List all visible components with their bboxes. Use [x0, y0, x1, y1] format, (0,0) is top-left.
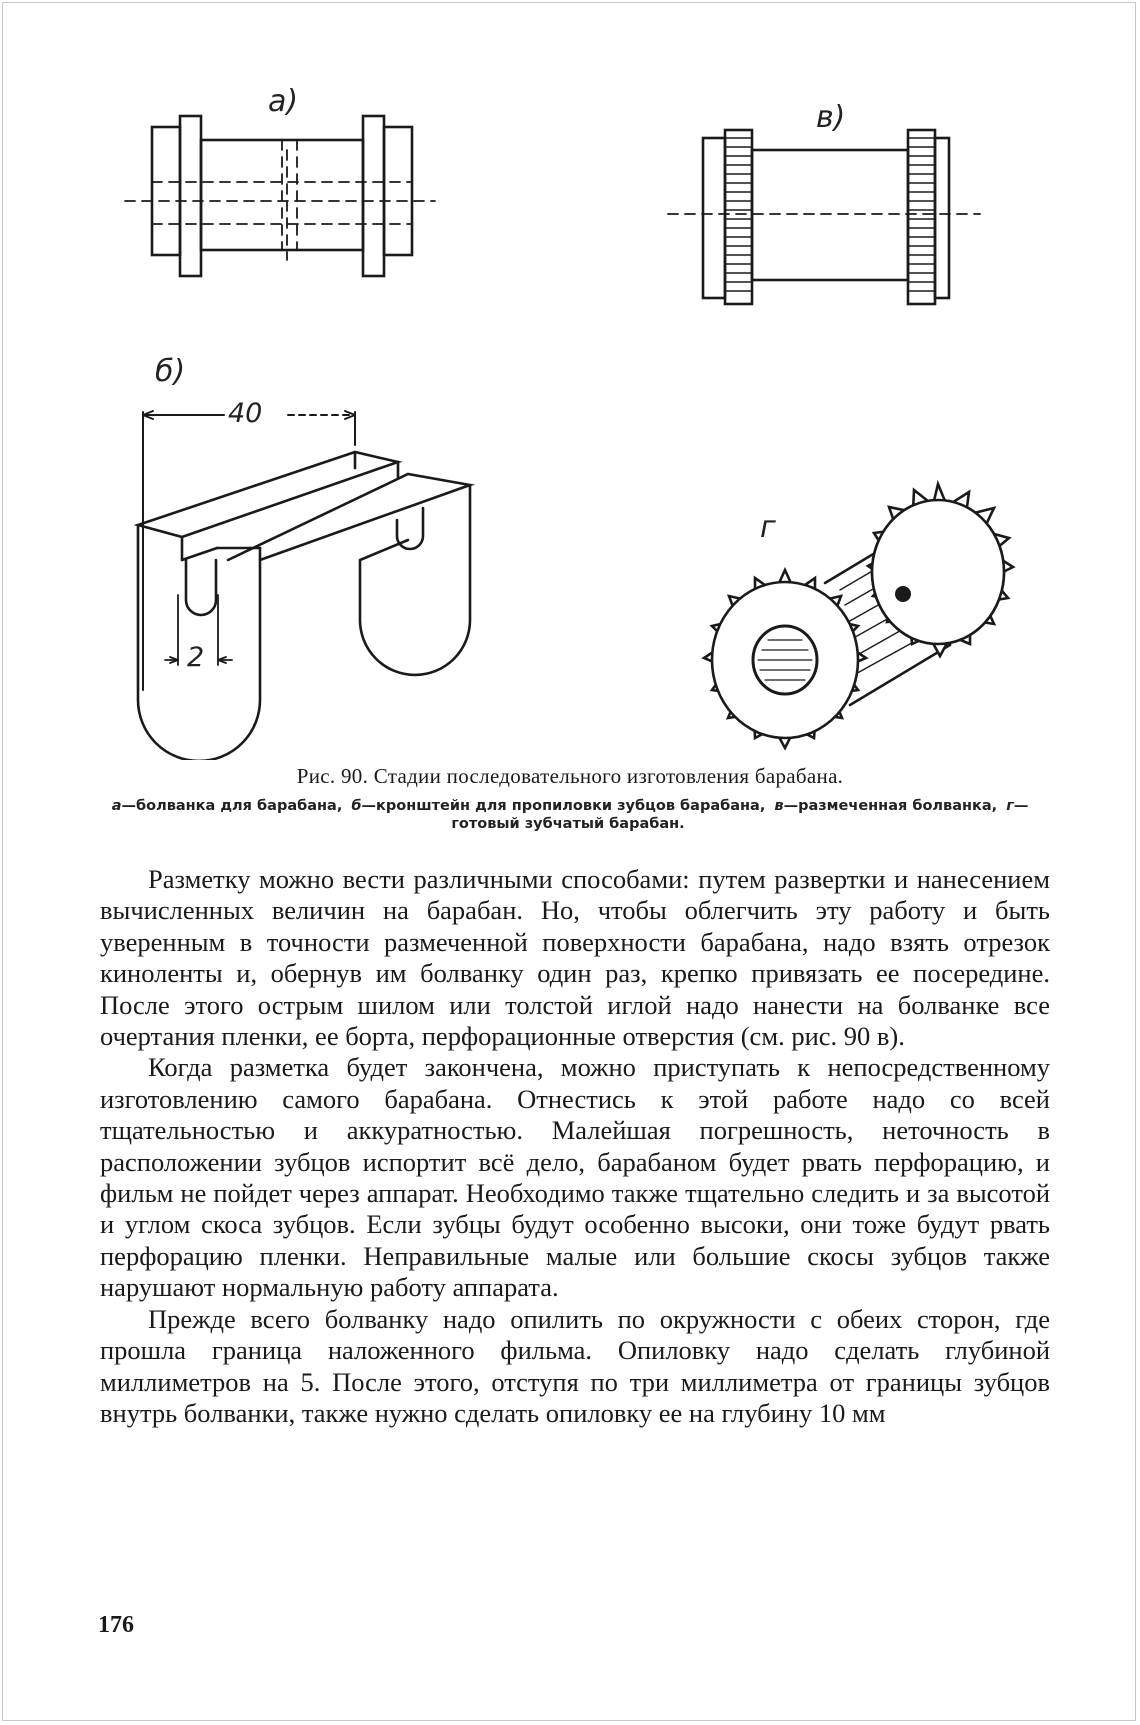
figure-caption-title: Рис. 90. Стадии последовательного изготовления барабана. — [296, 764, 844, 788]
paragraph-3: Прежде всего болванку надо опилить по окружности с обеих сторон, где прошла граница наложенного фильма. Опиловку надо сделать глубиной миллиметров на 5. После этого, отступя по три миллиметра от границы зубцов внутрь болванки, также нужно сделать опиловку ее на глубину 10 мм — [100, 1303, 1050, 1428]
page-number: 176 — [98, 1612, 134, 1638]
drum-blank-drawing — [125, 116, 435, 276]
dimension-width-label: 40 — [228, 398, 263, 429]
paragraph-2: Когда разметка будет закончена, можно приступать к непосредственному изготовлению самого барабана. Отнестись к этой работе надо со всей тщательностью и аккуратностью. Малейшая погрешность, неточность в расположении зубцов испортит всё дело, барабаном будет рвать перфорацию, и фильм не пойдет через аппарат. Необходимо также тщательно следить и за высотой и углом скоса зубцов. Если зубцы будут особенно высоки, они тоже будут рвать перфорацию пленки. Неправильные малые или большие скосы зубцов также нарушают нормальную работу аппарата. — [100, 1052, 1050, 1303]
paragraph-1: Разметку можно вести различными способами: путем развертки и нанесением вычисленных величин на барабан. Но, чтобы облегчить эту работу и быть уверенным в точности размеченной поверхности барабана, надо взять отрезок киноленты и, обернув им болванку один раз, крепко привязать ее посередине. После этого острым шилом или толстой иглой надо нанести на болванке все очертания пленки, ее борта, перфорационные отверстия (см. рис. 90 в). — [100, 864, 1050, 1052]
figure-90 — [0, 0, 1140, 760]
drum-marked-drawing — [668, 130, 980, 304]
label-a: а) — [268, 84, 299, 119]
label-v: в) — [816, 100, 846, 135]
dimension-slot-label: 2 — [187, 642, 205, 673]
label-g: г — [760, 510, 776, 545]
figure-caption-legend — [110, 797, 1030, 833]
legend-item-g: г—готовый зубчатый барабан. — [451, 798, 1029, 832]
bracket-drawing — [138, 411, 470, 760]
sprocket-drum-drawing — [704, 484, 1013, 748]
legend-item-v: в—размеченная болванка, — [774, 798, 998, 814]
body-text — [100, 864, 1050, 1429]
legend-item-a: а—болванка для барабана, — [111, 798, 343, 814]
legend-item-b: б—кронштейн для пропиловки зубцов барабана, — [351, 798, 766, 814]
label-b: б) — [155, 354, 186, 389]
